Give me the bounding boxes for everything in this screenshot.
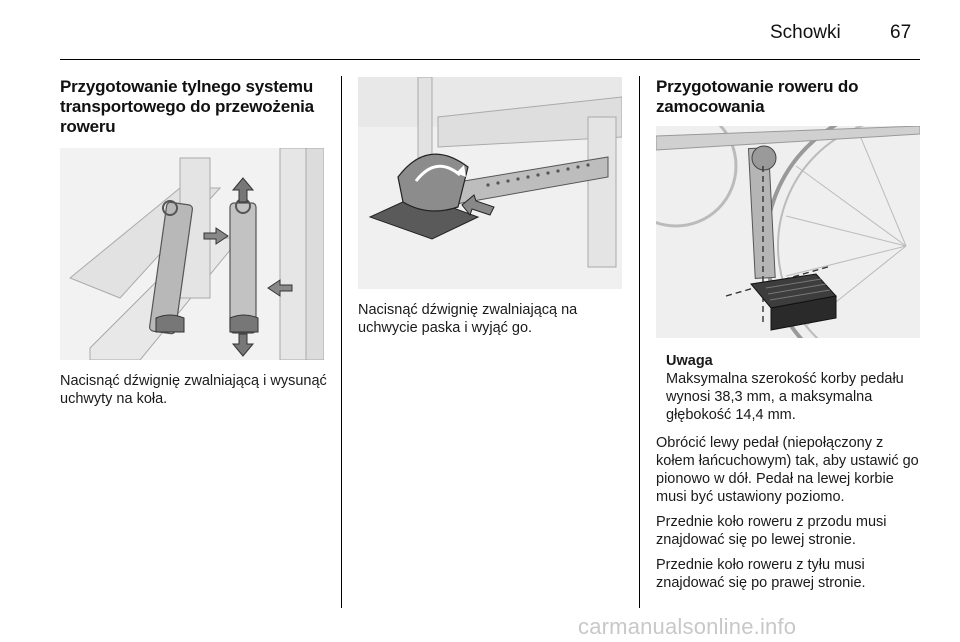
caption-wheel-holders: Nacisnąć dźwignię zwalniającą i wysunąć uchwyty na koła. [60, 373, 327, 407]
caption-strap-holder: Nacisnąć dźwignię zwalniającą na uchwycie paska i wyjąć go. [358, 302, 578, 336]
note-title: Uwaga [666, 353, 713, 369]
column-3 [656, 77, 924, 117]
page-number: 67 [890, 22, 912, 43]
paragraph-front-left: Przednie koło roweru z przodu musi znajdować się po lewej stronie. [656, 514, 887, 548]
paragraph-pedal: Obrócić lewy pedał (niepołączony z kołem łańcuchowym) tak, aby ustawić go pionowo w dół. Pedał na lewej korbie musi być ustawiony poziomo. [656, 435, 919, 505]
column-divider-2 [639, 76, 640, 608]
caption-2-block [358, 301, 624, 337]
column-divider-1 [341, 76, 342, 608]
section-heading-bike: Przygotowanie roweru do zamocowania [656, 77, 859, 116]
header-rule [60, 59, 920, 60]
note-box [666, 352, 926, 424]
caption-1-block [60, 372, 328, 408]
watermark: carmanualsonline.info [578, 614, 797, 639]
section-heading-carrier: Przygotowanie tylnego systemu transportowego do przewożenia roweru [60, 77, 314, 136]
column-1 [60, 77, 328, 137]
page-header [0, 0, 960, 62]
instructions-block [656, 434, 924, 592]
note-body: Maksymalna szerokość korby pedału wynosi 38,3 mm, a maksymalna głębokość 14,4 mm. [666, 371, 904, 423]
illustration-strap-holder [358, 77, 622, 289]
illustration-pedal [656, 126, 920, 338]
illustration-wheel-holders [60, 148, 324, 360]
section-title: Schowki [770, 22, 841, 43]
paragraph-front-right: Przednie koło roweru z tyłu musi znajdować się po prawej stronie. [656, 557, 866, 591]
